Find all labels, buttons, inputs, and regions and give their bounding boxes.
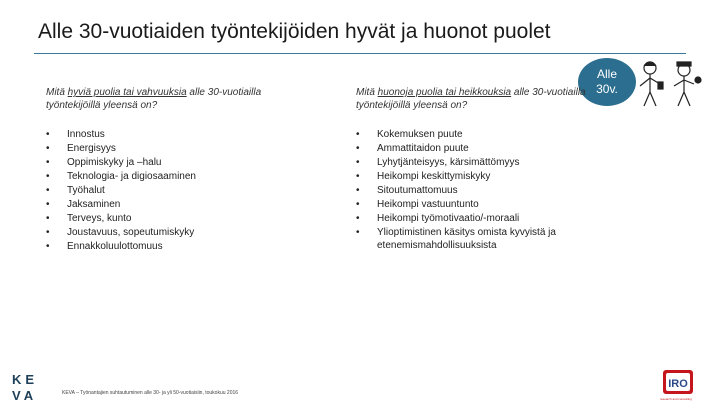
keva-logo — [12, 372, 48, 402]
strength-item: • Jaksaminen — [46, 198, 306, 211]
title-divider — [34, 53, 686, 54]
strengths-question-pre: Mitä — [46, 87, 68, 98]
iro-logo-text: IRO — [668, 378, 688, 390]
workers-illustration — [636, 58, 706, 108]
weakness-item: • Heikompi keskittymiskyky — [356, 170, 596, 183]
strengths-question — [46, 86, 306, 112]
strengths-column — [46, 86, 306, 254]
weaknesses-question — [356, 86, 596, 112]
badge-line1: Alle — [596, 67, 617, 81]
weaknesses-list — [356, 128, 596, 252]
strength-item: • Terveys, kunto — [46, 212, 306, 225]
footer-source: KEVA – Työnantajien suhtautuminen alle 30- ja yli 50-vuotiaisiin, toukokuu 2016 — [62, 390, 239, 396]
weakness-item: • Kokemuksen puute — [356, 128, 596, 141]
weaknesses-column — [356, 86, 596, 253]
strengths-question-post: alle 30-vuotiailla työntekijöillä yleensä on? — [46, 87, 262, 111]
weaknesses-question-post: alle 30-vuotiailla työntekijöillä yleensä on? — [356, 87, 586, 111]
strength-item: • Joustavuus, sopeutumiskyky — [46, 226, 306, 239]
strengths-list — [46, 128, 306, 253]
worker-figure-1 — [640, 62, 663, 106]
strengths-question-underlined: hyviä puolia tai vahvuuksia — [67, 87, 187, 98]
weakness-item: • Ylioptimistinen käsitys omista kyvyistä ja etenemismahdollisuuksista — [356, 226, 596, 252]
worker-figure-2 — [674, 62, 701, 106]
badge-line2: 30v. — [596, 82, 618, 96]
weaknesses-question-underlined: huonoja puolia tai heikkouksia — [377, 87, 512, 98]
weakness-item: • Heikompi työmotivaatio/-moraali — [356, 212, 596, 225]
strength-item: • Innostus — [46, 128, 306, 141]
keva-logo-line1: KE — [12, 372, 39, 387]
slide-title: Alle 30-vuotiaiden työntekijöiden hyvät ja huonot puolet — [38, 20, 551, 43]
weakness-item: • Sitoutumattomuus — [356, 184, 596, 197]
iro-logo — [663, 370, 693, 394]
weaknesses-question-pre: Mitä — [356, 87, 378, 98]
iro-tagline: research and consulting — [660, 397, 692, 401]
keva-logo-line2: VA — [12, 388, 38, 402]
weakness-item: • Ammattitaidon puute — [356, 142, 596, 155]
strength-item: • Teknologia- ja digiosaaminen — [46, 170, 306, 183]
weakness-item: • Heikompi vastuuntunto — [356, 198, 596, 211]
strength-item: • Oppimiskyky ja –halu — [46, 156, 306, 169]
strength-item: • Työhalut — [46, 184, 306, 197]
strength-item: • Energisyys — [46, 142, 306, 155]
strength-item: • Ennakkoluulottomuus — [46, 240, 306, 253]
weakness-item: • Lyhytjänteisyys, kärsimättömyys — [356, 156, 596, 169]
